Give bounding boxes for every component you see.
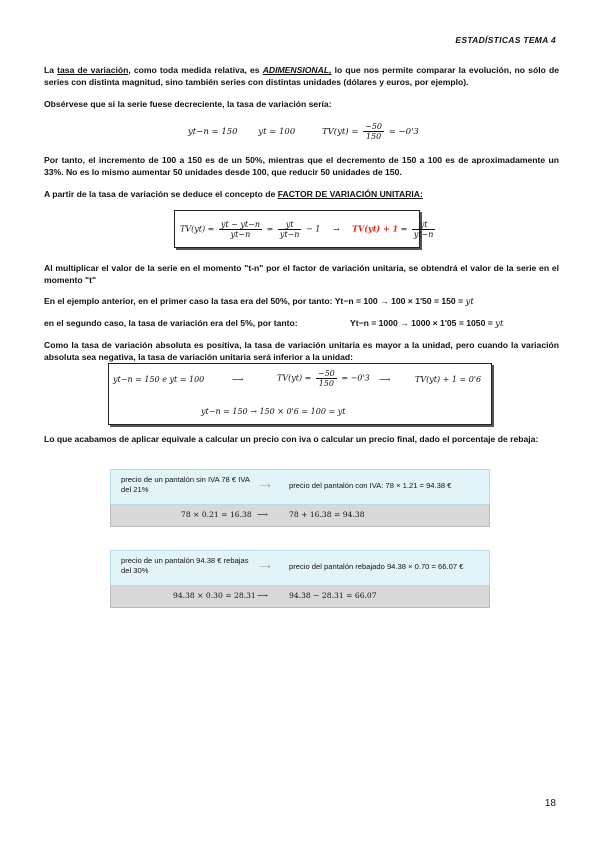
eq-highlight: TV(yt) + 1 — [352, 223, 399, 234]
eq-term: = −0'3 — [341, 373, 370, 383]
table-cell: 94.38 − 28.31 = 66.07 — [289, 591, 377, 600]
denominator: 150 — [318, 379, 334, 388]
denominator: 150 — [365, 132, 382, 141]
denominator: yt−n — [279, 230, 300, 239]
text-fragment: Yt−n = 1000 → 1000 × 1'05 = 1050 = — [350, 318, 496, 328]
page-number: 18 — [544, 798, 556, 809]
paragraph-tasa-variacion — [44, 65, 559, 88]
table-cell: precio de un pantalón 94.38 € rebajas del 30% — [121, 556, 249, 575]
eq-term: = −0'3 — [388, 127, 419, 137]
numerator: yt — [278, 220, 302, 230]
text-fragment: La — [44, 65, 58, 75]
eq-term: TV(yt) + 1 = 0'6 — [415, 375, 482, 384]
table-cell: precio de un pantalón sin IVA 78 € IVA del 21% — [121, 475, 250, 494]
eq-term: TV(yt) = — [321, 127, 359, 137]
table-row — [110, 469, 490, 505]
table-row — [110, 550, 490, 586]
table-cell: precio del pantalón con IVA: 78 × 1.21 = 94.38 € — [289, 481, 452, 490]
arrow-icon: ⟶ — [379, 375, 391, 384]
formula-box-factor — [174, 210, 434, 248]
running-header: ESTADÍSTICAS TEMA 4 — [455, 35, 556, 45]
eq-term: TV(yt) = — [180, 224, 215, 234]
paragraph-serie-decreciente: Obsérvese que si la serie fuese decreciente, la tasa de variación sería: — [44, 99, 332, 109]
equation-factor — [180, 220, 437, 239]
fraction — [363, 122, 384, 141]
arrow-icon: ⟶ — [257, 591, 268, 600]
denominator: yt−n — [413, 230, 434, 239]
paragraph-multiplicar: Al multiplicar el valor de la serie en el momento "t-n" por el factor de variación unitaria, se obtendrá el valor de la serie en el momento "t" — [44, 263, 559, 285]
paragraph-ejemplo-1 — [44, 296, 559, 309]
arrow-icon: ⟶ — [257, 510, 268, 519]
eq-tv — [277, 369, 370, 388]
paragraph-iva: Lo que acabamos de aplicar equivale a calcular un precio con iva o calcular un precio final, dado el porcentaje de rebaja: — [44, 434, 539, 444]
fraction — [219, 220, 262, 239]
eq-term: yt — [495, 319, 504, 329]
table-row — [110, 586, 490, 608]
table-row — [110, 505, 490, 527]
formula-box-example — [108, 363, 492, 425]
arrow-icon: ⟶ — [259, 481, 271, 490]
table-cell: 78 + 16.38 = 94.38 — [289, 510, 365, 519]
price-table-rebaja — [110, 550, 490, 608]
numerator: yt − yt−n — [220, 220, 261, 229]
price-table-iva — [110, 469, 490, 527]
numerator: yt — [412, 220, 436, 230]
fraction — [412, 220, 436, 239]
eq-term: = — [266, 224, 274, 234]
eq-term: = — [400, 224, 408, 234]
table-cell: 94.38 × 0.30 = 28.31 — [173, 591, 256, 600]
fraction — [278, 220, 302, 239]
eq-term: yt−n = 150 e yt = 100 — [113, 375, 205, 384]
equation-decreasing — [188, 122, 419, 141]
paragraph-ejemplo-2 — [44, 318, 559, 330]
numerator: −50 — [317, 369, 335, 378]
eq-ejemplo-2 — [350, 318, 503, 331]
table-cell: precio del pantalón rebajado 94.38 × 0.70 = 66.07 € — [289, 562, 464, 571]
eq-term: yt = 100 — [258, 127, 296, 137]
paragraph-absoluta: Como la tasa de variación absoluta es positiva, la tasa de variación unitaria es mayor a la unidad, pero cuando la variación absoluta sea negativa, la tasa de variación unitaria será inferior a la unidad: — [44, 340, 559, 362]
text-fragment: lo que nos permite comparar la evolución, no sólo de series con distinta magnitud, sino también series con distintas unidades (dólares y euros, por ejemplo). — [44, 65, 559, 87]
text-fragment: en el segundo caso, la tasa de variación era del 5%, por tanto: — [44, 318, 298, 328]
eq-term: TV(yt) = — [277, 373, 312, 383]
table-cell: 78 × 0.21 = 16.38 — [181, 510, 252, 519]
numerator: −50 — [365, 122, 383, 131]
arrow-icon: ⟶ — [232, 375, 244, 384]
paragraph-factor-intro — [44, 189, 559, 201]
eq-term: yt — [465, 297, 474, 307]
eq-term: yt−n = 150 → 150 × 0'6 = 100 = yt — [201, 407, 346, 416]
denominator: yt−n — [230, 230, 251, 239]
arrow-icon: → — [332, 224, 340, 234]
eq-term: yt−n = 150 — [188, 127, 238, 137]
text-fragment: En el ejemplo anterior, en el primer caso la tasa era del 50%, por tanto: Yt−n = 100 → 100 × 1'50 = 150 = — [44, 296, 466, 306]
arrow-icon: ⟶ — [259, 562, 271, 571]
term-tasa-variacion: tasa de variación — [57, 65, 129, 75]
term-factor-variacion: FACTOR DE VARIACIÓN UNITARIA: — [277, 189, 423, 199]
text-fragment: A partir de la tasa de variación se deduce el concepto de — [44, 189, 278, 199]
paragraph-por-tanto: Por tanto, el incremento de 100 a 150 es de un 50%, mientras que el decremento de 150 a 100 es de aproximadamente un 33%. No es lo mismo aumentar 50 unidades desde 100, que reducir 50 unidades de 150. — [44, 155, 559, 177]
text-fragment: , como toda medida relativa, es — [128, 65, 263, 75]
eq-term: − 1 — [305, 224, 321, 234]
fraction — [316, 369, 337, 388]
term-adimensional: ADIMENSIONAL, — [262, 65, 332, 75]
